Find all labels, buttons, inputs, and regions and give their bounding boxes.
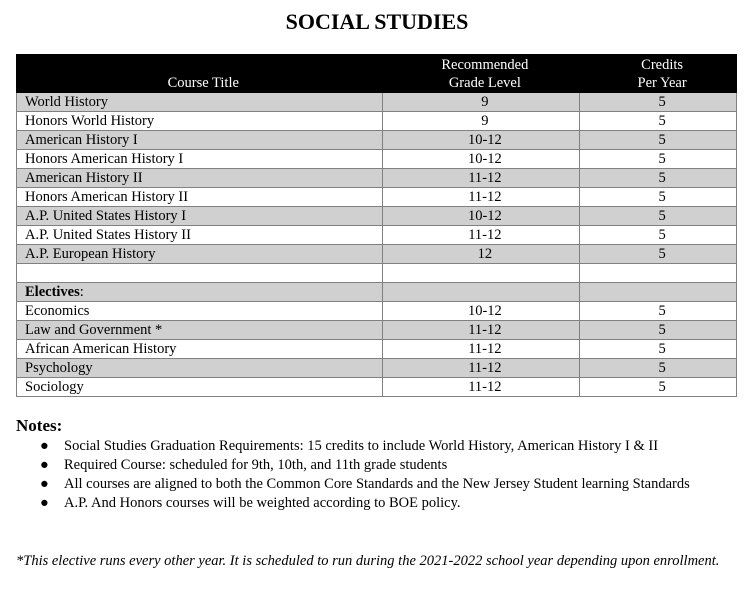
bullet-icon: ● [40,457,49,473]
grade-cell: 11-12 [382,169,580,188]
notes-heading: Notes: [16,416,63,435]
table-row [17,359,737,378]
credits-cell: 5 [580,93,737,112]
course-cell: World History [17,93,383,112]
list-item: ● Social Studies Graduation Requirements: 15 credits to include World History, American History I & II [40,438,659,454]
table-row [17,226,737,245]
notes-list [16,437,736,513]
page-title: SOCIAL STUDIES [285,9,469,34]
electives-header-row [17,283,737,302]
header-course-title: Course Title [17,55,383,93]
header-credits: Credits Per Year [580,55,737,93]
bullet-icon: ● [40,438,49,454]
grade-cell: 10-12 [382,207,580,226]
course-cell: Economics [17,302,383,321]
course-cell: American History II [17,169,383,188]
course-cell: Honors American History II [17,188,383,207]
course-table [16,54,737,397]
course-cell: A.P. United States History I [17,207,383,226]
course-cell: Sociology [17,378,383,397]
course-cell: Law and Government * [17,321,383,340]
footnote: *This elective runs every other year. It is scheduled to run during the 2021-2022 school year depending upon enrollment. [16,553,720,569]
grade-cell: 10-12 [382,302,580,321]
credits-cell: 5 [580,340,737,359]
table-header-row [17,55,737,93]
list-item: ● A.P. And Honors courses will be weighted according to BOE policy. [40,495,461,511]
table-row [17,207,737,226]
bullet-icon: ● [40,476,49,492]
table-row [17,245,737,264]
grade-cell: 11-12 [382,378,580,397]
spacer-row [17,264,737,283]
bullet-icon: ● [40,495,49,511]
credits-cell: 5 [580,131,737,150]
credits-cell: 5 [580,169,737,188]
list-item: ● Required Course: scheduled for 9th, 10th, and 11th grade students [40,457,448,473]
table-row [17,93,737,112]
table-row [17,112,737,131]
grade-cell: 9 [382,93,580,112]
credits-cell: 5 [580,112,737,131]
credits-cell: 5 [580,150,737,169]
grade-cell: 11-12 [382,226,580,245]
credits-cell: 5 [580,302,737,321]
credits-cell: 5 [580,378,737,397]
grade-cell: 11-12 [382,188,580,207]
table-row [17,188,737,207]
table-row [17,169,737,188]
course-cell: African American History [17,340,383,359]
header-grade-level: Recommended Grade Level [382,55,580,93]
grade-cell: 10-12 [382,131,580,150]
grade-cell: 12 [382,245,580,264]
list-item: ● All courses are aligned to both the Common Core Standards and the New Jersey Student learning Standards [40,476,690,492]
table-row [17,150,737,169]
course-cell: A.P. European History [17,245,383,264]
table-row [17,302,737,321]
course-cell: A.P. United States History II [17,226,383,245]
credits-cell: 5 [580,321,737,340]
table-row [17,378,737,397]
table-row [17,131,737,150]
grade-cell: 10-12 [382,150,580,169]
table-row [17,321,737,340]
grade-cell: 9 [382,112,580,131]
credits-cell: 5 [580,207,737,226]
credits-cell: 5 [580,188,737,207]
course-cell: Psychology [17,359,383,378]
grade-cell: 11-12 [382,321,580,340]
course-cell: Honors American History I [17,150,383,169]
electives-label: Electives: [17,283,383,302]
credits-cell: 5 [580,359,737,378]
grade-cell: 11-12 [382,340,580,359]
course-cell: Honors World History [17,112,383,131]
course-cell: American History I [17,131,383,150]
notes-section [16,416,736,513]
credits-cell: 5 [580,245,737,264]
credits-cell: 5 [580,226,737,245]
table-row [17,340,737,359]
grade-cell: 11-12 [382,359,580,378]
